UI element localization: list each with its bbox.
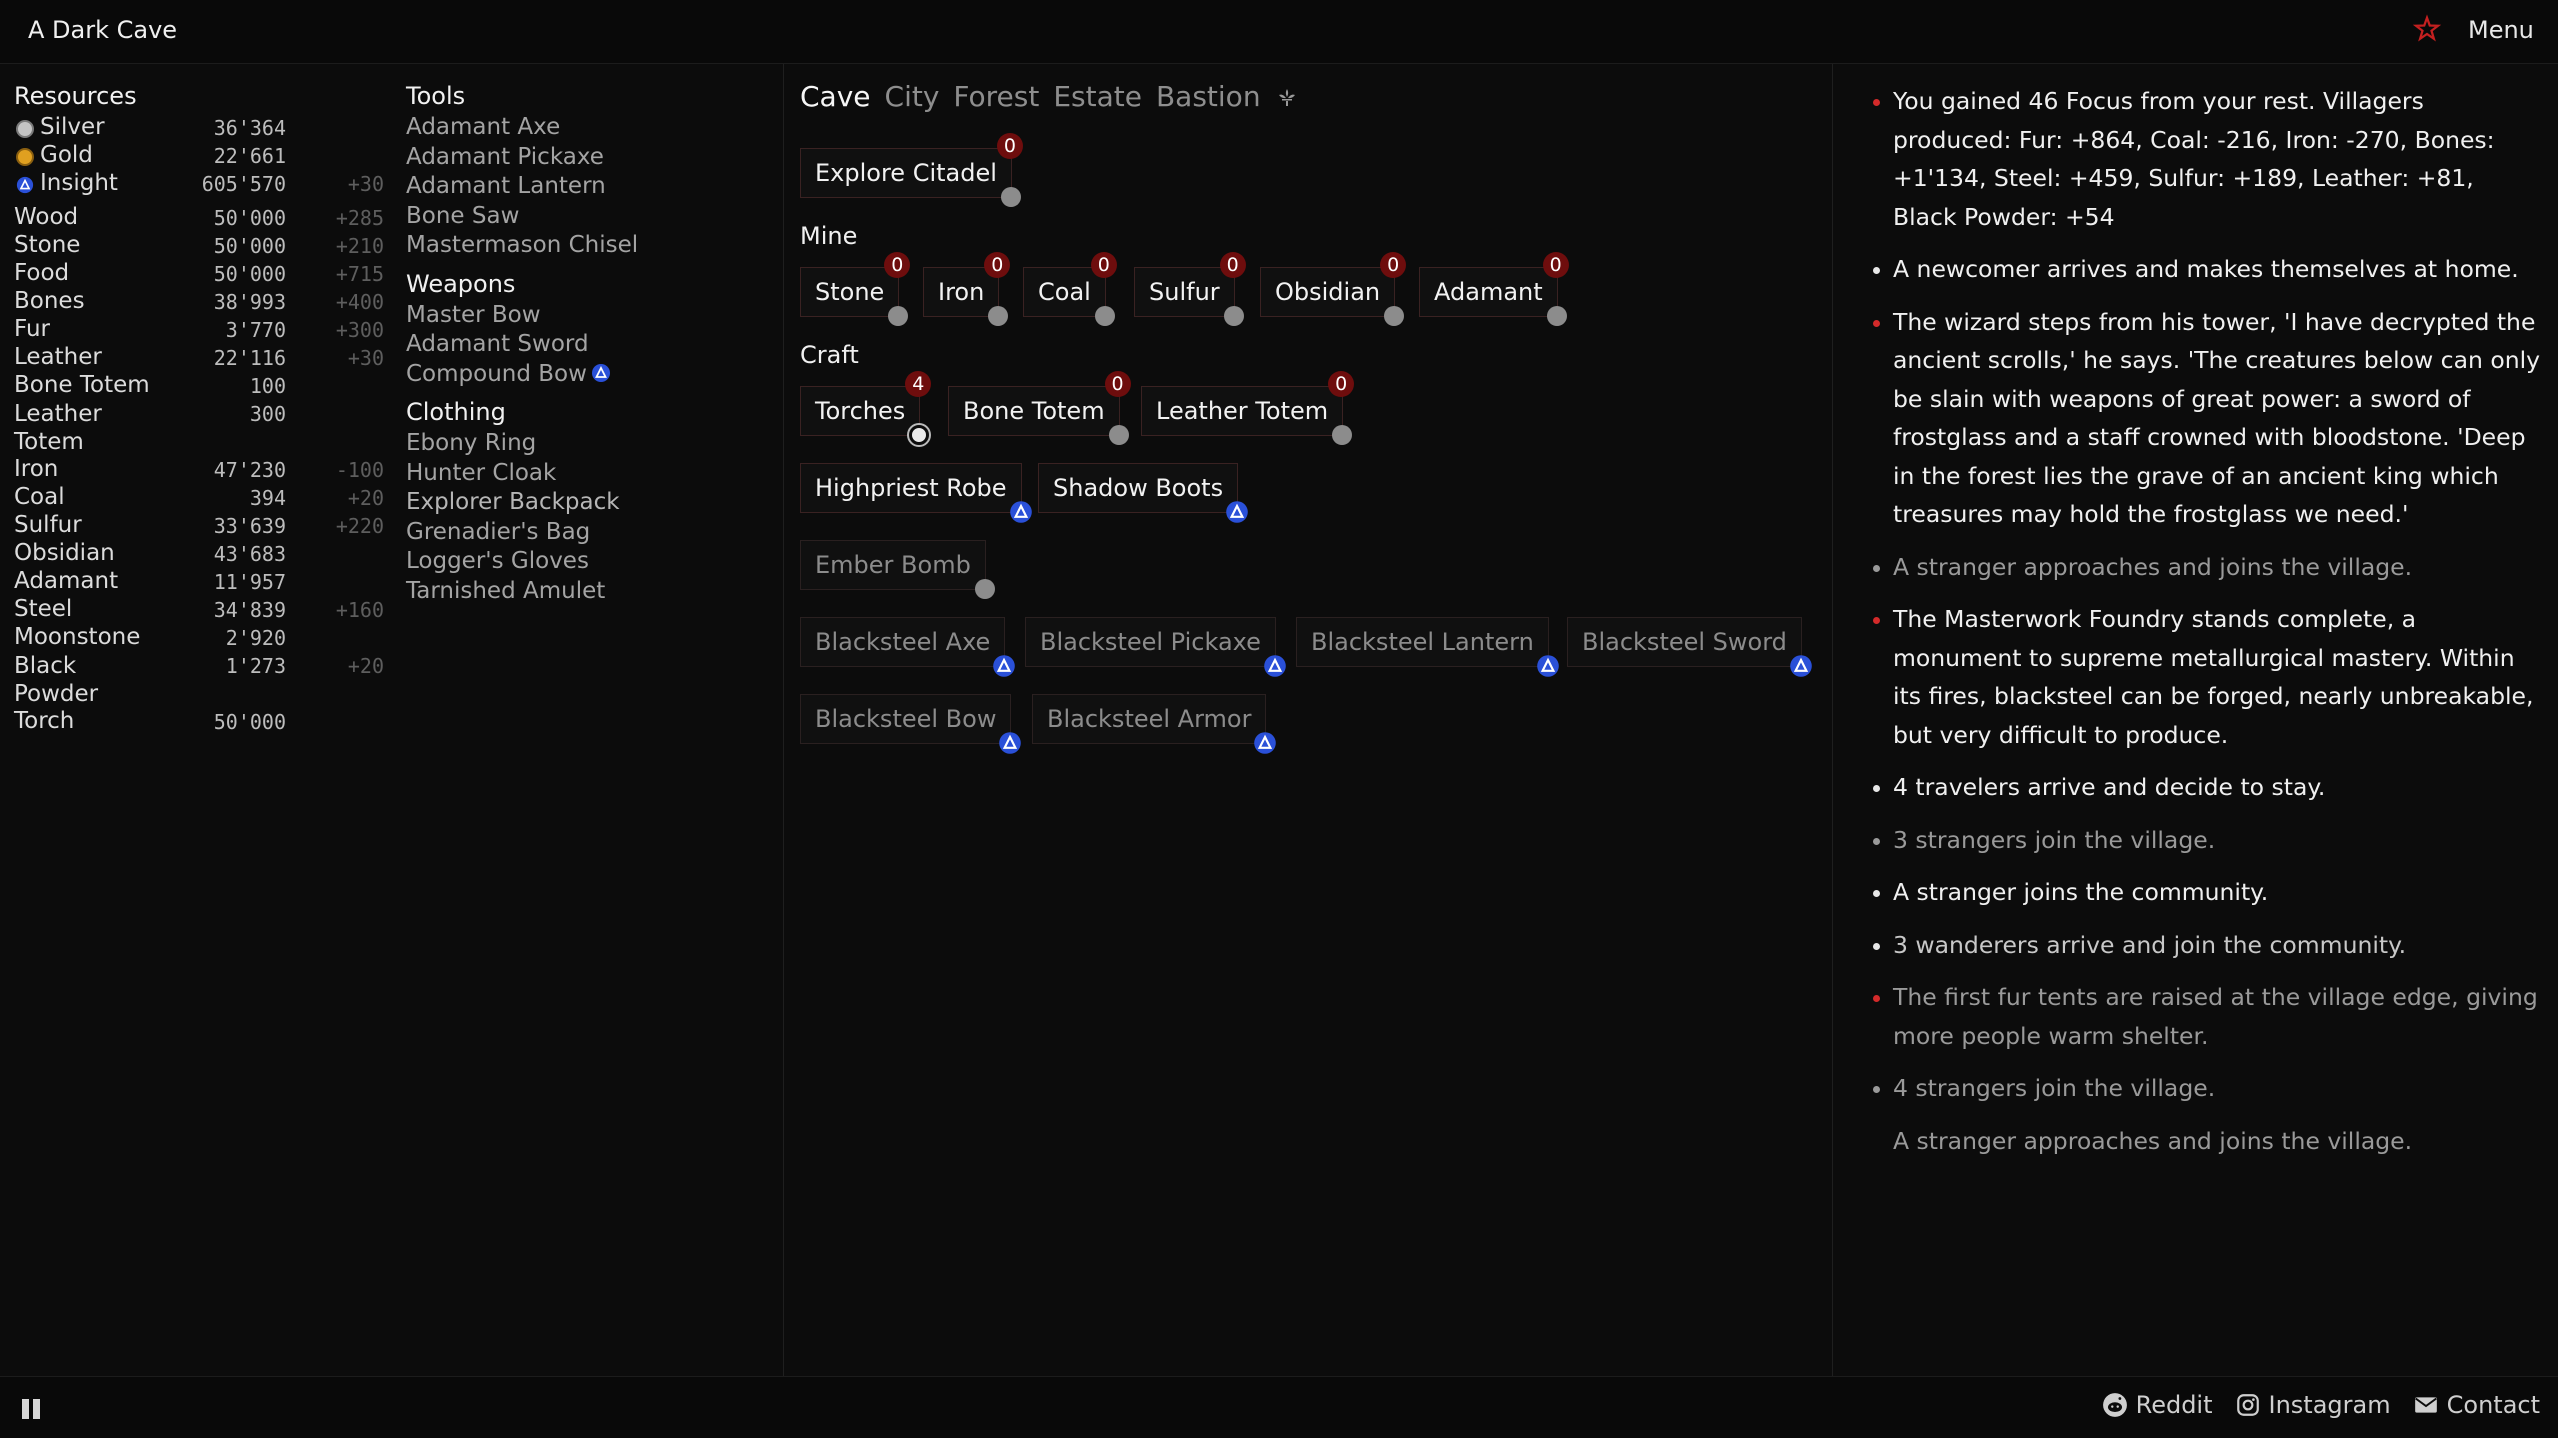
event-log-panel [1833,64,2558,1376]
log-text: The Masterwork Foundry stands complete, a monument to supreme metallurgical mastery. Within its fires, blacksteel can be forged, nearly unbreakable, but very difficult to produce. [1893,605,2534,749]
log-entry [1853,1069,2543,1108]
button-label: Adamant [1434,278,1543,306]
count-badge: 0 [1380,252,1406,278]
cooldown-dot [975,579,995,599]
button-label: Bone Totem [963,397,1105,425]
mine-obsidian-button[interactable] [1260,254,1400,317]
weapon-item: Master Bow [406,301,541,328]
resource-rate: +300 [335,318,384,342]
tools-column [406,82,766,607]
resource-rate: -100 [335,458,384,482]
craft-blacksteel-sword-button[interactable] [1567,617,1802,667]
button-label: Sulfur [1149,278,1220,306]
count-badge: 0 [1105,371,1131,397]
count-badge: 0 [997,133,1023,159]
button-label: Highpriest Robe [815,474,1007,502]
button-label: Stone [815,278,885,306]
button-label: Blacksteel Axe [815,628,991,656]
button-label: Blacksteel Lantern [1311,628,1534,656]
tool-item: Adamant Axe [406,114,561,140]
log-entry [1853,821,2543,860]
resource-row [14,708,384,736]
button-label: Torches [815,397,906,425]
bottom-bar [0,1376,2558,1438]
bullet-icon [1873,267,1880,274]
insight-icon [1263,654,1287,678]
cooldown-dot [888,306,908,326]
resource-row [14,596,384,624]
resource-value: 38'993 [213,290,286,314]
craft-bone-totem-button[interactable] [948,373,1124,436]
tab-estate[interactable]: Estate [1053,80,1142,113]
craft-blacksteel-armor-button[interactable] [1032,694,1266,744]
menu-button[interactable]: Menu [2468,16,2534,44]
count-badge: 4 [905,371,931,397]
log-text: The wizard steps from his tower, 'I have decrypted the ancient scrolls,' he says. 'The creatures below can only be slain with weapons of great power: a sword of frostglass and a staff crowned with bloodstone. 'Deep in the forest lies the grave of an ancient king which treasures may hold the frostglass we need.' [1893,307,2541,528]
selected-dot [909,425,929,445]
insight-icon [1536,654,1560,678]
log-entry [1853,926,2543,965]
fleur-de-lis-icon[interactable] [1275,86,1299,110]
resource-value: 100 [249,374,286,398]
resource-rate: +400 [335,290,384,314]
resource-row [14,456,384,484]
resource-row [14,400,384,456]
tool-item: Adamant Pickaxe [406,143,604,170]
craft-shadow-boots-button[interactable] [1038,463,1238,513]
bullet-icon [1873,943,1880,950]
star-icon[interactable] [2412,14,2442,44]
insight-icon [1253,731,1277,755]
bullet-icon [1873,838,1880,845]
insight-icon [591,363,611,383]
craft-ember-bomb-button[interactable] [800,540,986,590]
mail-icon [2413,1392,2439,1418]
weapon-item: Adamant Sword [406,331,589,357]
mine-title: Mine [800,222,858,250]
resource-name: Bone Totem [14,372,150,398]
resource-name: Sulfur [14,512,82,538]
resource-name: Food [14,260,70,286]
clothing-item: Tarnished Amulet [406,577,606,604]
contact-link[interactable] [2413,1391,2540,1419]
resource-name: Stone [14,232,81,258]
cooldown-dot [1547,306,1567,326]
craft-title: Craft [800,341,859,369]
craft-blacksteel-lantern-button[interactable] [1296,617,1549,667]
instagram-icon [2235,1392,2261,1418]
cooldown-dot [1109,425,1129,445]
resource-value: 34'839 [213,598,286,622]
resource-value: 394 [249,486,286,510]
contact-label: Contact [2446,1391,2540,1419]
resource-row [14,260,384,288]
weapon-label: Compound Bow [406,360,587,387]
tab-cave[interactable]: Cave [800,80,871,113]
tab-city[interactable]: City [884,80,940,113]
resource-row-insight [14,170,384,198]
log-text: A stranger approaches and joins the village. [1893,1126,2413,1155]
insight-icon [1789,654,1813,678]
log-text: 3 strangers join the village. [1893,825,2216,854]
reddit-icon [2102,1392,2128,1418]
bullet-icon [1873,617,1880,624]
button-label: Coal [1038,278,1091,306]
mine-coal-button[interactable] [1023,254,1110,317]
resource-rate: +220 [335,514,384,538]
resource-name: Coal [14,484,65,510]
resource-row [14,372,384,400]
top-bar [0,0,2558,64]
log-text: 4 travelers arrive and decide to stay. [1893,773,2326,801]
button-label: Ember Bomb [815,551,971,579]
bullet-icon [1873,890,1880,897]
count-badge: 0 [984,252,1010,278]
bullet-icon [1873,320,1880,327]
resources-title: Resources [14,82,137,110]
log-entry [1853,303,2543,534]
button-label: Blacksteel Pickaxe [1040,628,1261,656]
pause-icon[interactable] [22,1399,42,1419]
clothing-item: Grenadier's Bag [406,518,591,545]
insight-icon [1009,500,1033,524]
clothing-title: Clothing [406,398,506,426]
resource-value: 11'957 [213,570,286,594]
button-label: Shadow Boots [1053,474,1224,502]
resource-name: Silver [40,114,105,140]
resource-value: 50'000 [213,206,286,230]
actions-panel [783,64,1833,1376]
tab-bastion[interactable]: Bastion [1155,80,1261,113]
resource-name: Black Powder [14,653,99,707]
weapon-item-compound-bow [406,361,766,391]
log-text: The first fur tents are raised at the village edge, giving more people warm shelter. [1893,983,2538,1050]
button-label: Iron [938,278,985,306]
resources-panel [0,64,783,1376]
resource-value: 50'000 [213,234,286,258]
reddit-label: Reddit [2135,1391,2213,1419]
log-entry [1853,978,2543,1055]
instagram-link[interactable] [2235,1391,2391,1419]
resource-value: 36'364 [213,116,286,140]
log-entry [1853,1122,2543,1161]
resource-row [14,540,384,568]
craft-blacksteel-bow-button[interactable] [800,694,1011,744]
insight-icon [992,654,1016,678]
resource-row [14,568,384,596]
resource-value: 50'000 [213,262,286,286]
resource-rate: +715 [335,262,384,286]
log-text: A stranger approaches and joins the village. [1893,552,2413,581]
craft-highpriest-robe-button[interactable] [800,463,1022,513]
resource-value: 605'570 [201,172,286,196]
resource-name: Adamant [14,568,119,594]
button-label: Blacksteel Sword [1582,628,1787,656]
resources-column [14,82,384,736]
event-log [1853,82,2543,1174]
resource-rate: +210 [335,234,384,258]
resource-row [14,652,384,708]
resource-value: 300 [249,402,286,426]
button-label: Explore Citadel [815,159,997,187]
mine-iron-button[interactable] [923,254,1004,317]
resource-row [14,344,384,372]
button-label: Blacksteel Bow [815,705,997,733]
resource-value: 22'661 [213,144,286,168]
log-entry [1853,768,2543,807]
resource-row [14,484,384,512]
resource-value: 33'639 [213,514,286,538]
app-title: A Dark Cave [28,16,178,44]
resource-name: Steel [14,596,73,622]
resource-rate: +160 [335,598,384,622]
tool-item: Mastermason Chisel [406,232,639,258]
tools-title: Tools [406,82,466,110]
resource-row [14,512,384,540]
footer-links [2102,1391,2540,1419]
tool-item: Bone Saw [406,202,520,229]
log-entry [1853,250,2543,289]
resource-name: Gold [40,142,93,168]
log-text: 3 wanderers arrive and join the community. [1893,930,2407,959]
bullet-icon [1873,785,1880,792]
resource-row [14,204,384,232]
resource-rate: +285 [335,206,384,230]
resource-name: Iron [14,456,59,482]
resource-value: 3'770 [225,318,286,342]
count-badge: 0 [1091,252,1117,278]
cooldown-dot [1095,306,1115,326]
log-text: A newcomer arrives and makes themselves at home. [1893,255,2519,283]
resource-name: Leather Totem [14,401,102,455]
resource-row [14,288,384,316]
count-badge: 0 [884,252,910,278]
craft-torches-button[interactable] [800,373,925,436]
cooldown-dot [1224,306,1244,326]
count-badge: 0 [1220,252,1246,278]
tab-bar [800,80,1299,113]
count-badge: 0 [1328,371,1354,397]
resource-name: Moonstone [14,624,141,650]
resource-rate: +20 [347,486,384,510]
resource-row [14,316,384,344]
explore-citadel-button[interactable] [800,135,1016,198]
resource-row [14,624,384,652]
craft-blacksteel-pickaxe-button[interactable] [1025,617,1276,667]
tool-item: Adamant Lantern [406,173,606,199]
resource-name: Obsidian [14,540,115,566]
mine-adamant-button[interactable] [1419,254,1562,317]
reddit-link[interactable] [2102,1391,2213,1419]
cooldown-dot [1332,425,1352,445]
resource-value: 22'116 [213,346,286,370]
resource-rate: +20 [347,654,384,678]
resource-name: Leather [14,344,102,370]
resource-name: Fur [14,316,51,342]
log-text: A stranger joins the community. [1893,878,2269,906]
log-entry [1853,600,2543,754]
cooldown-dot [988,306,1008,326]
clothing-item: Logger's Gloves [406,548,589,574]
instagram-label: Instagram [2268,1391,2391,1419]
resource-name: Insight [40,170,118,196]
button-label: Blacksteel Armor [1047,705,1252,733]
resource-row-silver [14,114,384,142]
craft-blacksteel-axe-button[interactable] [800,617,1005,667]
mine-sulfur-button[interactable] [1134,254,1239,317]
tab-forest[interactable]: Forest [953,80,1040,113]
log-text: 4 strangers join the village. [1893,1074,2216,1102]
craft-leather-totem-button[interactable] [1141,373,1348,436]
log-text: You gained 46 Focus from your rest. Villagers produced: Fur: +864, Coal: -216, Iron: -270, Bones: +1'134, Steel: +459, Sulfur: +189, Leather: +81, Black Powder: +54 [1893,87,2495,231]
resource-value: 43'683 [213,542,286,566]
button-label: Leather Totem [1156,397,1329,425]
mine-stone-button[interactable] [800,254,904,317]
resource-value: 2'920 [225,626,286,650]
log-entry [1853,82,2543,236]
clothing-item: Ebony Ring [406,430,537,456]
count-badge: 0 [1543,252,1569,278]
resource-value: 1'273 [225,654,286,678]
bullet-icon [1873,565,1880,572]
resource-name: Wood [14,204,79,230]
weapons-title: Weapons [406,269,516,298]
bullet-icon [1873,99,1880,106]
resource-row [14,232,384,260]
resource-row-gold [14,142,384,170]
clothing-item: Hunter Cloak [406,459,557,486]
cooldown-dot [1384,306,1404,326]
insight-icon [998,731,1022,755]
log-entry [1853,548,2543,587]
resource-name: Bones [14,288,85,314]
resource-name: Torch [14,708,75,734]
resource-value: 47'230 [213,458,286,482]
cooldown-dot [1001,187,1021,207]
button-label: Obsidian [1275,278,1381,306]
bullet-icon [1873,1086,1880,1093]
resource-rate: +30 [347,346,384,370]
log-entry [1853,873,2543,912]
insight-icon [1225,500,1249,524]
resource-rate: +30 [347,172,384,196]
bullet-icon [1873,995,1880,1002]
clothing-item: Explorer Backpack [406,489,620,515]
resource-value: 50'000 [213,710,286,734]
